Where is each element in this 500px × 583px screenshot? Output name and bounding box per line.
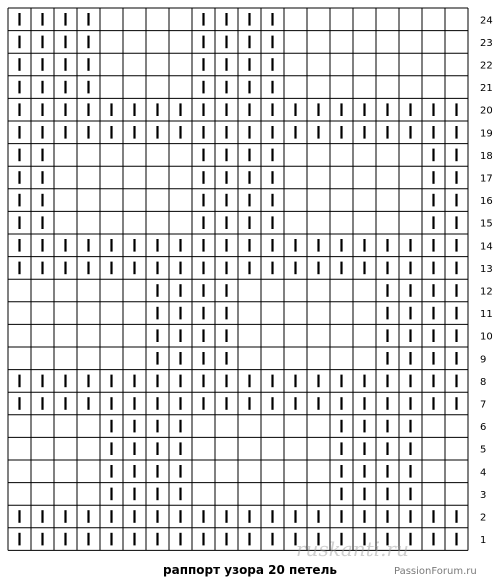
chart-caption: раппорт узора 20 петель [163, 563, 337, 577]
row-number: 13 [480, 263, 493, 275]
row-number: 2 [480, 512, 487, 524]
row-number: 15 [480, 218, 493, 230]
row-number: 22 [480, 60, 493, 72]
row-number: 14 [480, 241, 493, 253]
row-number: 7 [480, 399, 487, 411]
row-number: 24 [480, 15, 493, 27]
row-number: 11 [480, 309, 493, 321]
watermark-site-footer: PassionForum.ru [394, 566, 477, 577]
row-number: 1 [480, 535, 487, 547]
row-number: 3 [480, 489, 487, 501]
row-number: 6 [480, 422, 487, 434]
row-number: 8 [480, 376, 487, 388]
row-number: 17 [480, 173, 493, 185]
row-number: 9 [480, 354, 487, 366]
row-number: 19 [480, 128, 493, 140]
row-number: 5 [480, 444, 487, 456]
row-number: 16 [480, 196, 493, 208]
row-number: 21 [480, 83, 493, 95]
row-number: 23 [480, 37, 493, 49]
row-number: 10 [480, 331, 493, 343]
watermark-site-script: ruskanti.ru [296, 537, 409, 561]
row-number: 18 [480, 150, 493, 162]
row-number: 12 [480, 286, 493, 298]
row-number: 4 [480, 467, 487, 479]
row-number: 20 [480, 105, 493, 117]
